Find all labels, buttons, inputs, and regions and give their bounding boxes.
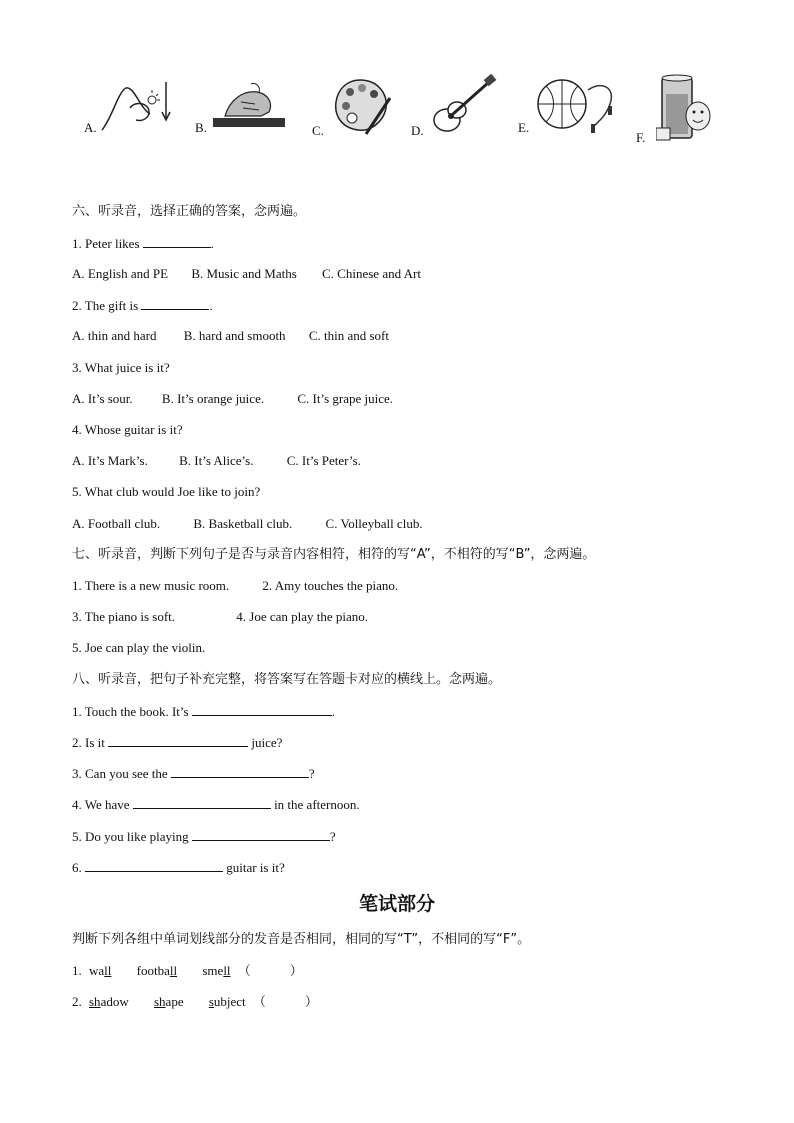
option-b[interactable]: B. It’s Alice’s. <box>179 453 254 468</box>
ball-and-rope-icon <box>536 76 618 134</box>
statement-1: 1. There is a new music room. <box>72 578 230 593</box>
row-number: 1. <box>72 963 82 978</box>
picture-a <box>82 70 182 140</box>
picture-label: B. <box>195 120 207 135</box>
juice-cup-icon <box>656 72 716 142</box>
option-b[interactable]: B. Music and Maths <box>191 266 297 281</box>
answer-blank[interactable] <box>192 828 330 841</box>
answer-blank[interactable] <box>85 859 223 872</box>
sentence-text: 6. <box>72 860 82 875</box>
question-5-options <box>72 516 423 532</box>
question-3-options <box>72 391 393 407</box>
picture-f <box>634 70 734 145</box>
sentence-end: ? <box>308 766 315 781</box>
sentence-text: 3. Can you see the <box>72 766 168 781</box>
guitar-icon <box>431 74 499 136</box>
question-text: 1. Peter likes <box>72 236 140 251</box>
sentence-text: 4. We have <box>72 797 130 812</box>
answer-blank[interactable] <box>171 765 309 778</box>
written-instruction: 判断下列各组中单词划线部分的发音是否相同，相同的写“T”，不相同的写“F”。 <box>72 932 531 947</box>
word-1: shadow <box>89 994 129 1009</box>
answer-blank[interactable] <box>192 703 332 716</box>
fill-sentence-2 <box>72 734 282 751</box>
question-end: . <box>209 298 213 313</box>
answer-blank[interactable] <box>133 796 271 809</box>
sentence-end: guitar is it? <box>226 860 285 875</box>
section6-heading: 六、听录音，选择正确的答案，念两遍。 <box>72 204 307 219</box>
word-1: wall <box>89 963 112 978</box>
answer-blank[interactable] <box>141 297 209 310</box>
picture-row <box>0 70 794 150</box>
question-2-options <box>72 328 389 344</box>
option-c[interactable]: C. It’s Peter’s. <box>286 453 361 468</box>
picture-b <box>193 70 293 140</box>
drawing-hand-icon <box>100 78 175 136</box>
fill-sentence-1 <box>72 703 335 720</box>
statement-4: 4. Joe can play the piano. <box>236 609 369 624</box>
question-text: 2. The gift is <box>72 298 139 313</box>
sentence-end: . <box>331 704 336 719</box>
fill-sentence-4 <box>72 796 360 813</box>
option-a[interactable]: A. English and PE <box>72 266 169 281</box>
phonics-row-1 <box>72 963 303 980</box>
answer-blank[interactable] <box>143 235 211 248</box>
word-3: smell <box>202 963 231 978</box>
option-a[interactable]: A. It’s sour. <box>72 391 133 406</box>
option-b[interactable]: B. Basketball club. <box>193 516 293 531</box>
section8-heading: 八、听录音，把句子补充完整，将答案写在答题卡对应的横线上。念两遍。 <box>72 672 502 687</box>
picture-e <box>518 70 623 140</box>
picture-label: E. <box>518 120 530 135</box>
fill-sentence-5 <box>72 828 336 845</box>
word-3: subject <box>208 994 246 1009</box>
statement-3: 3. The piano is soft. <box>72 609 176 624</box>
sentence-text: 1. Touch the book. It’s <box>72 704 189 719</box>
row-number: 2. <box>72 994 82 1009</box>
option-c[interactable]: C. thin and soft <box>308 328 389 343</box>
hand-touching-icon <box>211 80 287 130</box>
answer-parentheses[interactable]: （ ） <box>237 964 303 979</box>
fill-sentence-6 <box>72 859 285 876</box>
option-c[interactable]: C. Chinese and Art <box>322 266 421 281</box>
question-2 <box>72 297 213 314</box>
option-a[interactable]: A. Football club. <box>72 516 161 531</box>
sentence-end: juice? <box>251 735 283 750</box>
fill-sentence-3 <box>72 765 315 782</box>
option-a[interactable]: A. thin and hard <box>72 328 157 343</box>
word-2: shape <box>153 994 184 1009</box>
picture-label: F. <box>636 130 646 145</box>
word-2: football <box>136 963 178 978</box>
question-1-options <box>72 266 421 282</box>
statement-row <box>72 578 398 594</box>
question-3: 3. What juice is it? <box>72 360 170 375</box>
option-b[interactable]: B. hard and smooth <box>183 328 286 343</box>
option-a[interactable]: A. It’s Mark’s. <box>72 453 148 468</box>
phonics-row-2 <box>72 994 318 1011</box>
option-c[interactable]: C. Volleyball club. <box>325 516 423 531</box>
question-4: 4. Whose guitar is it? <box>72 422 183 437</box>
picture-c <box>312 70 402 140</box>
picture-d <box>411 70 506 140</box>
sentence-end: in the afternoon. <box>274 797 360 812</box>
option-c[interactable]: C. It’s grape juice. <box>297 391 394 406</box>
answer-parentheses[interactable]: （ ） <box>252 995 318 1010</box>
palette-icon <box>332 76 392 138</box>
question-5: 5. What club would Joe like to join? <box>72 484 261 499</box>
section7-heading: 七、听录音，判断下列句子是否与录音内容相符，相符的写“A”，不相符的写“B”，念两遍。 <box>72 547 596 562</box>
written-section-title: 笔试部分 <box>358 893 435 915</box>
sentence-text: 5. Do you like playing <box>72 829 189 844</box>
statement-2: 2. Amy touches the piano. <box>262 578 399 593</box>
picture-label: D. <box>411 123 424 138</box>
picture-label: C. <box>312 123 324 138</box>
sentence-end: ? <box>329 829 336 844</box>
picture-label: A. <box>84 120 97 135</box>
answer-blank[interactable] <box>108 734 248 747</box>
question-4-options <box>72 453 361 469</box>
statement-row <box>72 609 368 625</box>
sentence-text: 2. Is it <box>72 735 105 750</box>
statement-5: 5. Joe can play the violin. <box>72 640 206 655</box>
question-end: . <box>210 236 215 251</box>
question-1 <box>72 235 214 252</box>
option-b[interactable]: B. It’s orange juice. <box>161 391 265 406</box>
